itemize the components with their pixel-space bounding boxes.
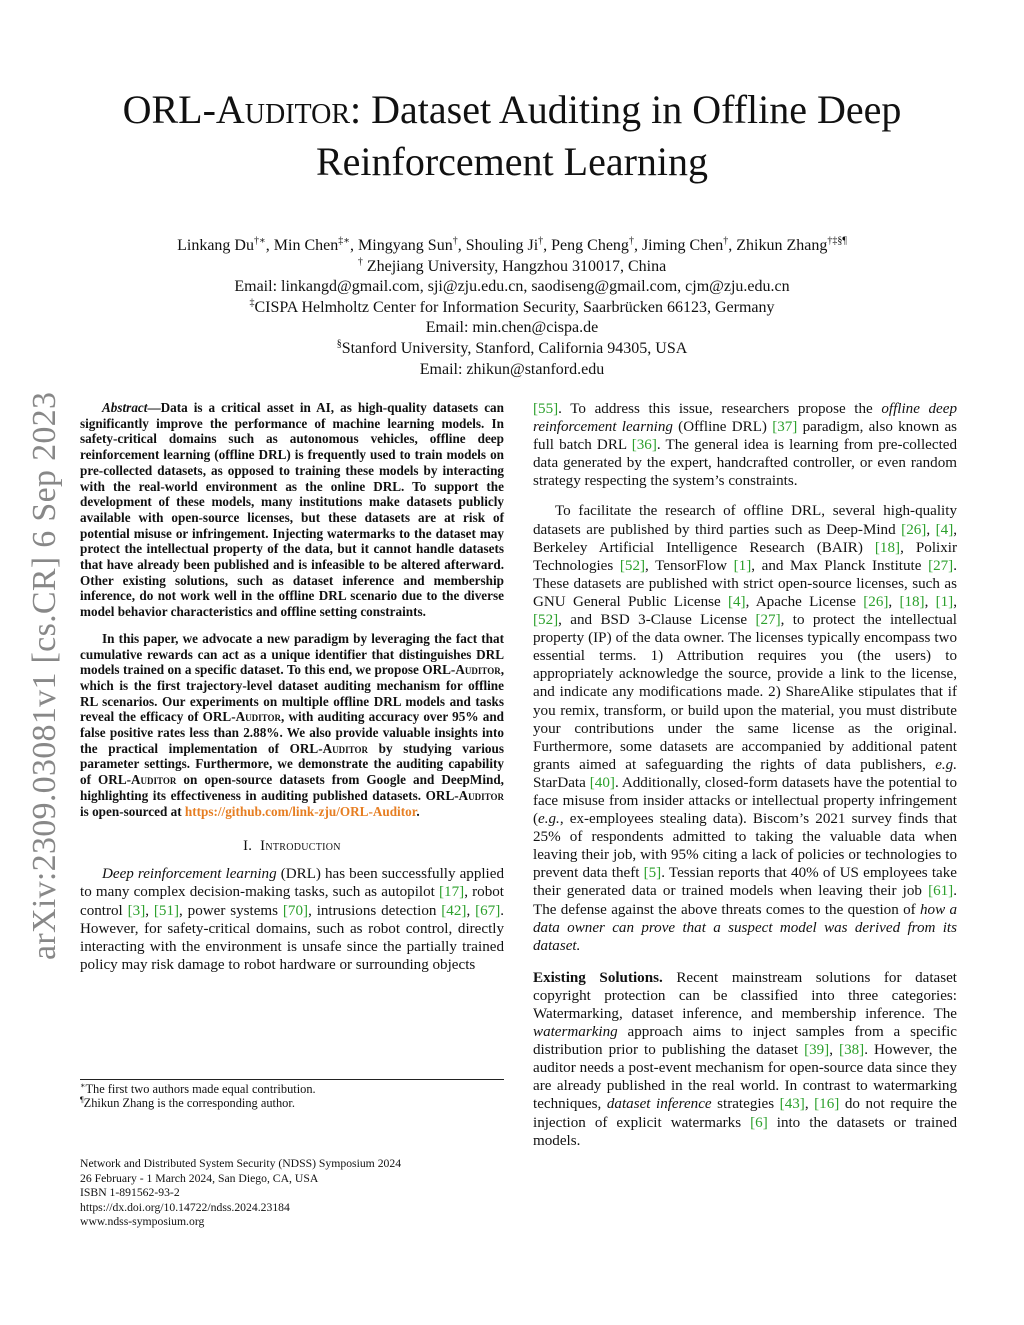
footnote-2: ¶Zhikun Zhang is the corresponding author. — [80, 1095, 295, 1111]
system-name: ORL-Auditor — [425, 787, 504, 803]
author-name: Zhikun Zhang — [736, 237, 828, 254]
email-stanford: Email: zhikun@stanford.edu — [419, 360, 605, 378]
citation-link[interactable]: [67] — [475, 902, 501, 919]
system-name: ORL-Auditor — [289, 740, 368, 756]
affil-text: Stanford University, Stanford, California 94305, USA — [341, 339, 688, 357]
citation-link[interactable]: [27] — [928, 557, 954, 574]
citation-link[interactable]: [70] — [282, 902, 309, 919]
system-name: ORL-Auditor — [98, 772, 177, 788]
author-marks: † — [452, 235, 458, 247]
author-marks: †‡§¶ — [827, 235, 847, 247]
citation-link[interactable]: [55] — [533, 401, 559, 417]
affil-mark: § — [336, 338, 342, 350]
abstract-paragraph-2: In this paper, we advocate a new paradigm by leveraging the fact that cumulative rewards can act as a unique identifier that distinguishes DRL models trained on a specific dataset. To this end, we propose ORL-Auditor, which is the first trajectory-level dataset auditing mechanism for offline RL scenarios. Our experiments on multiple offline DRL models and tasks reveal the efficacy of ORL-Auditor, with auditing accuracy over 95% and false positive rates less than 2.88%. We also provide valuable insights into the practical implementation of ORL-Auditor by studying various parameter settings. Furthermore, we demonstrate the auditing capability of ORL-Auditor on open-source datasets from Google and DeepMind, highlighting its effectiveness in auditing published datasets. ORL-Auditor is open-sourced at https://github.com/link-zju/ORL-Auditor. — [80, 630, 504, 819]
abstract-label: Abstract — [102, 400, 148, 415]
author-marks: † — [723, 235, 729, 247]
venue-line: ISBN 1-891562-93-2 — [80, 1186, 180, 1199]
affil-mark: ‡ — [249, 297, 255, 309]
affiliation-stanford — [40, 339, 984, 360]
github-link[interactable]: https://github.com/link-zju/ORL-Auditor — [184, 803, 417, 819]
author-name: Min Chen — [273, 237, 339, 254]
footnotes — [80, 1082, 510, 1111]
footnote-1: ∗The first two authors made equal contribution. — [80, 1080, 316, 1096]
intro-paragraph-1: Deep reinforcement learning (DRL) has been successfully applied to many complex decision-making tasks, such as autopilot [17], robot control [3], [51], power systems [70], intrusions detection [42], [67]. However, for safety-critical domains, such as robot control, directly interacting with the environment is unsafe since the partially trained policy may risk damage to robot hardware or surrounding objects — [80, 866, 505, 973]
citation-link[interactable]: [40] — [589, 774, 615, 791]
venue-line: Network and Distributed System Security (NDSS) Symposium 2024 — [80, 1157, 402, 1170]
system-name: ORL-Auditor — [422, 662, 501, 678]
citation-link[interactable]: [52] — [619, 557, 646, 574]
intro-paragraph-1-continued: [55]. To address this issue, researchers propose the offline deep reinforcement learning (Offline DRL) [37] paradigm, also known as full batch DRL [36]. The general idea is learning from pre-collected data generated by the expert, handcrafted controller, or even random strategy respecting the system’s constraints. — [533, 401, 958, 490]
author-list: Linkang Du†∗, Min Chen‡∗, Mingyang Sun†, Shouling Ji†, Peng Cheng†, Jiming Chen†, Zhikun Zhang†‡§¶ — [177, 235, 847, 254]
author-name: Peng Cheng — [551, 237, 629, 254]
system-name: ORL-Auditor — [202, 709, 281, 725]
paper-title — [40, 84, 984, 188]
title-system-name: ORL-Auditor — [122, 87, 351, 132]
author-marks: † — [628, 235, 634, 247]
venue-info — [80, 1157, 510, 1230]
affil-text: CISPA Helmholtz Center for Information Security, Saarbrücken 66123, Germany — [254, 298, 775, 316]
citation-link[interactable]: [1] — [935, 593, 954, 610]
citation-link[interactable]: [5] — [643, 865, 662, 882]
affil-text: Zhejiang University, Hangzhou 310017, China — [362, 257, 667, 275]
citation-link[interactable]: [26] — [901, 521, 927, 538]
citation-link[interactable]: [39] — [804, 1042, 830, 1059]
citation-link[interactable]: [26] — [863, 593, 889, 610]
citation-link[interactable]: [42] — [441, 902, 467, 919]
author-name: Linkang Du — [177, 237, 254, 254]
footnote-divider — [80, 1079, 504, 1080]
email-cispa: Email: min.chen@cispa.de — [425, 319, 599, 337]
author-name: Jiming Chen — [641, 237, 724, 254]
author-name: Shouling Ji — [465, 237, 539, 254]
citation-link[interactable]: [4] — [727, 593, 746, 610]
abstract-paragraph-1 — [80, 400, 504, 620]
citation-link[interactable]: [6] — [750, 1114, 768, 1131]
citation-link[interactable]: [38] — [839, 1042, 865, 1059]
author-marks: †∗ — [253, 235, 266, 247]
affil-mark: † — [357, 256, 363, 268]
author-block — [40, 236, 984, 380]
citation-link[interactable]: [3] — [127, 902, 146, 919]
author-marks: ‡∗ — [338, 235, 351, 247]
intro-paragraph-2: To facilitate the research of offline DRL, several high-quality datasets are published by third parties such as Deep-Mind [26], [4], Berkeley Artificial Intelligence Research (BAIR) [18], Polixir Technologies [52], TensorFlow [1], and Max Planck Institute [27]. These datasets are published with strict open-source licenses, such as GNU General Public License [4], Apache License [26], [18], [1], [52], and BSD 3-Clause License [27], to protect the intellectual property (IP) of the data owner. The licenses typically encompass two essential terms. 1) Attribution requires you (the users) to appropriately acknowledge the source, provide a link to the license, and indicate any modifications made. 2) ShareAlike stipulates that if you remix, transform, or build upon the material, you must distribute your contributions under the same license as the original. Furthermore, some datasets are accompanied by additional patent grants aimed at safeguarding the rights of data publishers, e.g. StarData [40]. Additionally, closed-form datasets have the potential to face misuse from insider attacks or intellectual property infringement (e.g., ex-employees stealing data). Biscom’s 2021 survey finds that 25% of respondents admitted to taking the valuable data when leaving their job, with 95% citing a lack of policies or technologies to prevent data theft [5]. Tessian reports that 40% of US employees take their generated data or trained models when leaving their job [61]. The defense against the above threats comes to the question of how a data owner can prove that a suspect model was derived from its dataset. — [533, 503, 958, 954]
citation-link[interactable]: [43] — [779, 1096, 805, 1113]
citation-link[interactable]: [61] — [928, 883, 954, 900]
affiliation-zju — [40, 257, 984, 278]
citation-link[interactable]: [17] — [439, 884, 465, 901]
citation-link[interactable]: [37] — [772, 419, 798, 436]
citation-link[interactable]: [51] — [153, 902, 180, 919]
abstract-text: —Data is a critical asset in AI, as high-quality datasets can significantly improve the performance of machine learning models. In safety-critical domains such as autonomous vehicles, offline deep reinforcement learning (offline DRL) is frequently used to train models on pre-collected datasets, as opposed to training these models by interacting with the real-world environment as the online DRL. To support the development of these models, many institutions make datasets publicly available with open-source licenses, but these datasets are at risk of potential misuse or infringement. Injecting watermarks to the dataset may protect the intellectual property of the data, but it cannot handle datasets that have already been published and is infeasible to be altered afterward. Other existing solutions, such as dataset inference and membership inference, do not work well in the offline DRL scenario due to the diverse model behavior characteristics and offline setting constraints. — [80, 400, 504, 620]
citation-link[interactable]: [18] — [899, 593, 925, 610]
citation-link[interactable]: [36] — [631, 437, 657, 454]
existing-solutions-paragraph: Existing Solutions. Recent mainstream solutions for dataset copyright protection can be classified into three categories: Watermarking, dataset inference, and membership inference. The watermarking approach aims to inject samples from a specific distribution prior to publishing the dataset [39], [38]. However, the auditor needs a post-event mechanism for open-source data since they are already published in the real world. In contrast to watermarking techniques, dataset inference strategies [43], [16] do not require the injection of explicit watermarks [6] into the datasets or trained models. — [533, 969, 958, 1149]
venue-website-link[interactable]: www.ndss-symposium.org — [80, 1215, 205, 1228]
email-zju: Email: linkangd@gmail.com, sji@zju.edu.cn, saodiseng@gmail.com, cjm@zju.edu.cn — [234, 278, 790, 296]
author-name: Mingyang Sun — [358, 237, 453, 254]
citation-link[interactable]: [52] — [533, 612, 559, 629]
citation-link[interactable]: [1] — [733, 557, 752, 574]
venue-line: 26 February - 1 March 2024, San Diego, CA, USA — [80, 1171, 319, 1185]
arxiv-sidebar-stamp: arXiv:2309.03081v1 [cs.CR] 6 Sep 2023 — [26, 391, 63, 960]
citation-link[interactable]: [18] — [874, 539, 901, 556]
author-marks: † — [538, 235, 544, 247]
citation-link[interactable]: [4] — [935, 521, 954, 538]
section-heading-introduction: I. Introduction — [243, 838, 341, 855]
left-column — [80, 400, 504, 974]
affiliation-cispa — [40, 298, 984, 319]
citation-link[interactable]: [27] — [755, 612, 781, 629]
title-line-2: Reinforcement Learning — [315, 139, 709, 184]
citation-link[interactable]: [16] — [814, 1096, 840, 1113]
right-column — [533, 400, 957, 1150]
doi-link[interactable]: https://dx.doi.org/10.14722/ndss.2024.23184 — [80, 1200, 290, 1214]
title-part: : Dataset Auditing in Offline Deep — [350, 87, 902, 132]
